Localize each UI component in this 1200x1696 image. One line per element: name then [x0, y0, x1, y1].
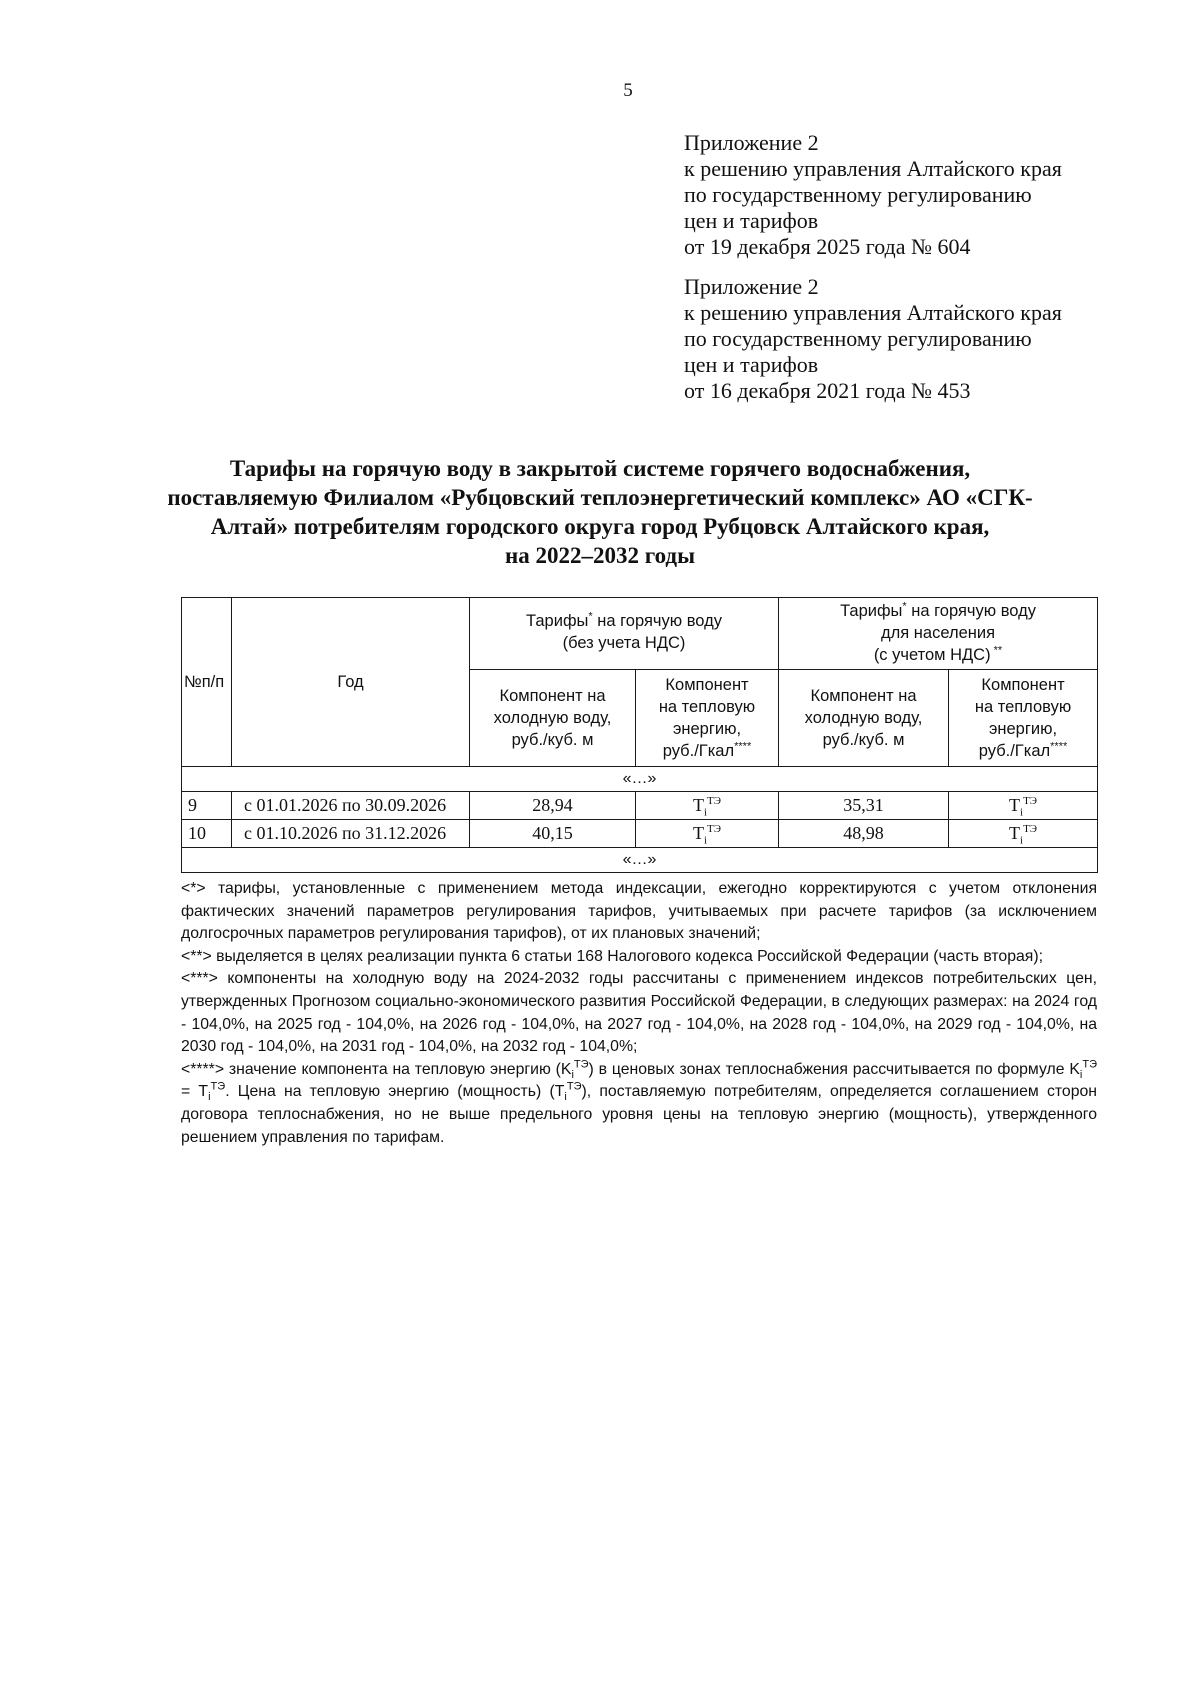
- footnote-text: значение компонента на тепловую энергию (K: [224, 1060, 572, 1078]
- appendix-line: цен и тарифов: [684, 208, 819, 233]
- header-text: на горячую воду: [592, 612, 722, 630]
- footnote-mark: ****: [734, 740, 752, 753]
- footnote-1: [181, 878, 1097, 946]
- footnote-text: ), поставляемую потребителям, определяется соглашением сторон договора теплоснабжения, но не выше предельного уровня цены на тепловую энергию (мощность), утвержденного решением управления по тарифам.: [181, 1083, 1098, 1146]
- formula-sub: i: [703, 806, 708, 819]
- header-cold-water-component-population: [779, 670, 949, 767]
- footnote-mark: *: [588, 610, 593, 623]
- footnote-mark: **: [990, 644, 1003, 657]
- header-text: руб./Гкал: [662, 742, 735, 760]
- row-period: с 01.10.2026 по 31.12.2026: [232, 820, 470, 848]
- cold-water-population-value: 35,31: [779, 792, 949, 820]
- header-heat-component: [636, 670, 779, 767]
- footnote-text: = T: [181, 1083, 209, 1101]
- header-text: холодную воду,: [804, 709, 923, 727]
- appendix-line: по государственному регулированию: [684, 182, 1032, 207]
- footnote-text: ) в ценовых зонах теплоснабжения рассчитывается по формуле K: [588, 1060, 1080, 1078]
- title-line: Тарифы на горячую воду в закрытой системе горячего водоснабжения,: [229, 456, 971, 481]
- row-number: 9: [182, 792, 232, 820]
- header-text: руб./Гкал: [978, 742, 1051, 760]
- formula-sub: i: [571, 1068, 574, 1081]
- formula-sup: ТЭ: [210, 1081, 226, 1094]
- formula-sup: ТЭ: [707, 795, 722, 807]
- formula-sup: ТЭ: [1023, 795, 1038, 807]
- formula-sup: ТЭ: [566, 1081, 582, 1094]
- document-title: [150, 454, 1050, 570]
- formula-sub: i: [1020, 834, 1024, 847]
- header-number: №п/п: [182, 598, 232, 767]
- cold-water-value: 40,15: [470, 820, 636, 848]
- footnote-2: [181, 946, 1097, 969]
- footnote-mark: <***>: [181, 970, 218, 988]
- formula-sub: i: [1020, 806, 1024, 819]
- header-text: (без учета НДС): [562, 634, 686, 652]
- appendix-line: по государственному регулированию: [684, 326, 1032, 351]
- header-text: Компонент на: [810, 687, 917, 705]
- ellipsis-cell: «…»: [182, 767, 1098, 792]
- footnote-text: компоненты на холодную воду на 2024-2032 годы рассчитаны с применением индексов потребительских цен, утвержденных Прогнозом социально-экономического развития Российской Федерации, в следующих размерах: на 2024 год - 104,0%, на 2025 год - 104,0%, на 2026 год - 104,0%, на 2027 год - 104,0%, на 2028 год - 104,0%, на 2029 год - 104,0%, на 2030 год - 104,0%, на 2031 год - 104,0%, на 2032 год - 104,0%;: [181, 970, 1097, 1056]
- footnote-mark: <****>: [181, 1060, 225, 1078]
- title-line: на 2022–2032 годы: [504, 543, 696, 568]
- footnote-mark: <*>: [181, 880, 206, 897]
- page-number: 5: [623, 80, 633, 101]
- header-text: для населения: [881, 624, 996, 642]
- formula-sub: i: [564, 1091, 567, 1104]
- heat-population-value: [949, 820, 1098, 848]
- heat-population-value: [949, 792, 1098, 820]
- header-heat-component-population: [949, 670, 1098, 767]
- header-text: Компонент на: [499, 687, 606, 705]
- header-year: Год: [232, 598, 470, 767]
- header-text: на горячую воду: [906, 602, 1036, 620]
- header-text: энергию,: [988, 720, 1058, 738]
- appendix-line: цен и тарифов: [684, 352, 819, 377]
- footnote-3: [181, 968, 1097, 1058]
- footnote-text: выделяется в целях реализации пункта 6 статьи 168 Налогового кодекса Российской Федерации (часть вторая);: [211, 947, 1043, 965]
- row-number: 10: [182, 820, 232, 848]
- appendix-line: от 16 декабря 2021 года № 453: [684, 378, 971, 403]
- header-text: холодную воду,: [493, 709, 612, 727]
- formula-sup: ТЭ: [1082, 1058, 1097, 1071]
- appendix-block-original: [684, 274, 1164, 404]
- footnotes: [181, 878, 1097, 1149]
- appendix-line: к решению управления Алтайского края: [684, 156, 1062, 181]
- heat-value: [636, 820, 779, 848]
- header-tariffs-without-vat: [470, 598, 779, 670]
- header-text: Компонент: [665, 676, 749, 694]
- table-row: [182, 820, 1098, 848]
- header-text: Тарифы: [526, 612, 589, 630]
- row-period: с 01.01.2026 по 30.09.2026: [232, 792, 470, 820]
- formula-text: T: [1009, 823, 1020, 843]
- footnote-text: . Цена на тепловую энергию (мощность) (T: [225, 1083, 565, 1101]
- formula-text: T: [1009, 795, 1020, 815]
- footnote-mark: <**>: [181, 947, 212, 965]
- formula-sup: ТЭ: [1023, 823, 1038, 835]
- footnote-mark: *: [902, 600, 907, 613]
- appendix-title: Приложение 2: [684, 274, 819, 299]
- formula-text: T: [692, 823, 704, 843]
- table-row-ellipsis: [182, 848, 1098, 873]
- appendix-block-current: [684, 130, 1164, 260]
- formula-sub: i: [1079, 1068, 1083, 1081]
- heat-value: [636, 792, 779, 820]
- formula-sup: ТЭ: [573, 1058, 589, 1071]
- ellipsis-cell: «…»: [182, 848, 1098, 873]
- header-cold-water-component: [470, 670, 636, 767]
- footnote-4: [181, 1059, 1097, 1149]
- formula-text: T: [692, 795, 704, 815]
- header-text: на тепловую: [658, 698, 756, 716]
- title-line: поставляемую Филиалом «Рубцовский теплоэнергетический комплекс» АО «СГК-: [167, 485, 1033, 510]
- tariff-table: [181, 597, 1098, 873]
- footnote-mark: ****: [1050, 740, 1068, 753]
- appendix-title: Приложение 2: [684, 130, 819, 155]
- header-text: руб./куб. м: [511, 731, 594, 749]
- footnote-text: тарифы, установленные с применением метода индексации, ежегодно корректируются с учетом отклонения фактических значений параметров регулирования тарифов, учитываемых при расчете тарифов (за исключением долгосрочных параметров регулирования тарифов), от их плановых значений;: [181, 880, 1097, 943]
- cold-water-population-value: 48,98: [779, 820, 949, 848]
- appendix-line: к решению управления Алтайского края: [684, 300, 1062, 325]
- header-text: Тарифы: [840, 602, 903, 620]
- table-row: [182, 792, 1098, 820]
- formula-sup: ТЭ: [707, 823, 722, 835]
- header-text: энергию,: [672, 720, 742, 738]
- formula-sub: i: [208, 1091, 211, 1104]
- title-line: Алтай» потребителям городского округа город Рубцовск Алтайского края,: [210, 514, 990, 539]
- header-text: на тепловую: [974, 698, 1072, 716]
- table-row-ellipsis: [182, 767, 1098, 792]
- header-text: (с учетом НДС): [873, 646, 991, 664]
- header-text: руб./куб. м: [822, 731, 905, 749]
- appendix-line: от 19 декабря 2025 года № 604: [684, 234, 971, 259]
- header-text: Компонент: [981, 676, 1065, 694]
- header-tariffs-population: [779, 598, 1098, 670]
- cold-water-value: 28,94: [470, 792, 636, 820]
- formula-sub: i: [703, 834, 708, 847]
